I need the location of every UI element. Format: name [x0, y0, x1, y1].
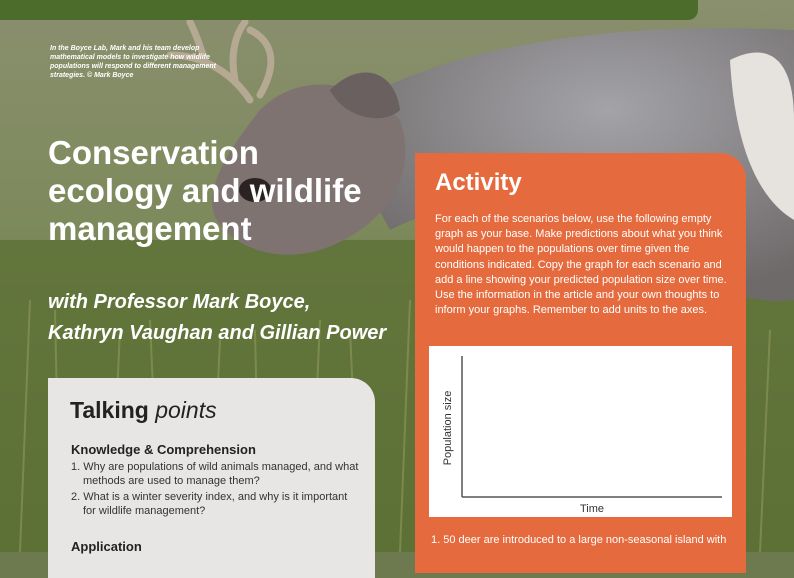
- top-banner: [0, 0, 698, 20]
- scenario-item: 1. 50 deer are introduced to a large non-seasonal island with: [431, 534, 727, 546]
- activity-panel: [415, 153, 746, 573]
- graph-ylabel: Population size: [442, 390, 454, 466]
- section-heading-knowledge: Knowledge & Comprehension: [71, 442, 256, 457]
- article-subtitle: with Professor Mark Boyce, Kathryn Vaughan and Gillian Power: [48, 291, 387, 344]
- graph-xlabel: Time: [579, 503, 605, 515]
- question-item: 2. What is a winter severity index, and why is it important for wildlife management?: [71, 491, 348, 517]
- talking-points-heading-bold: Talking: [70, 397, 149, 423]
- photo-caption: In the Boyce Lab, Mark and his team develop mathematical models to investigate how wildlife populations will respond to different management strategies. © Mark Boyce: [50, 45, 216, 79]
- activity-title: Activity: [435, 169, 522, 196]
- talking-points-heading-italic: points: [155, 397, 217, 423]
- talking-points-panel: [48, 378, 375, 578]
- question-list: [71, 460, 361, 520]
- section-heading-application: Application: [71, 539, 142, 554]
- empty-graph: [429, 346, 732, 517]
- question-item: 1. Why are populations of wild animals managed, and what methods are used to manage them?: [71, 461, 359, 487]
- activity-instructions: For each of the scenarios below, use the following empty graph as your base. Make predictions about what you think would happen to the populations over time given the conditions indicated. Copy the graph for each scenario and add a line showing your predicted population size over time. Use the information in the article and your own thoughts to inform your graphs. Remember to add units to the axes.: [435, 213, 727, 317]
- talking-points-heading: [70, 397, 217, 424]
- article-title: Conservation ecology and wildlife management: [48, 134, 362, 247]
